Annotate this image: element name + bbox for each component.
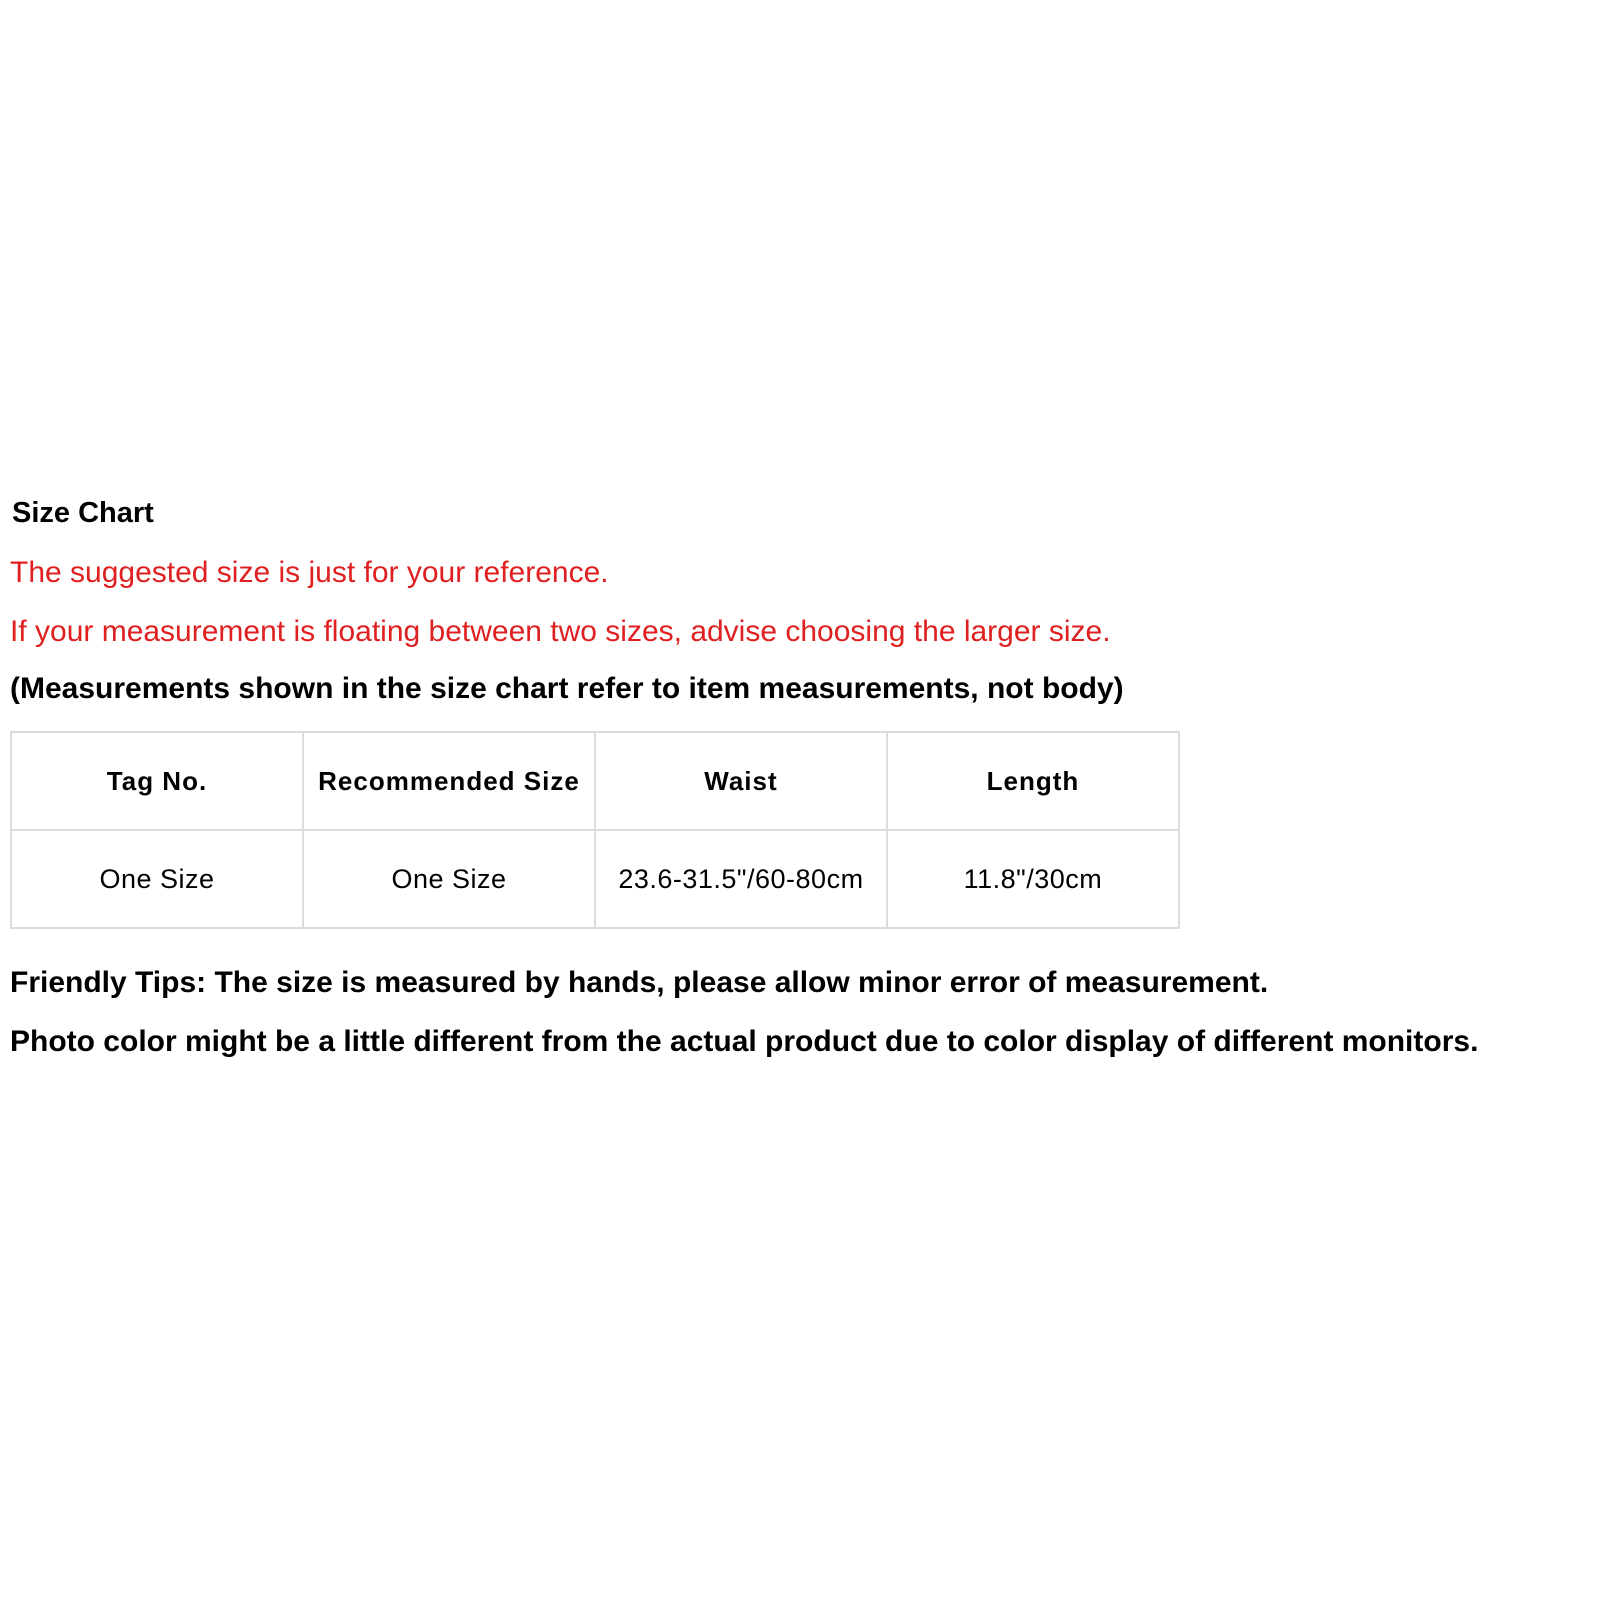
- sizing-advice-note: If your measurement is floating between two sizes, advise choosing the larger size.: [10, 615, 1111, 648]
- size-table: [10, 731, 1180, 929]
- cell-recommended-size: One Size: [303, 830, 595, 928]
- cell-waist: 23.6-31.5"/60-80cm: [595, 830, 887, 928]
- header-recommended-size: Recommended Size: [303, 732, 595, 830]
- cell-tag-no: One Size: [11, 830, 303, 928]
- table-header-row: [11, 732, 1179, 830]
- measurement-note: (Measurements shown in the size chart refer to item measurements, not body): [10, 672, 1124, 705]
- table-row: [11, 830, 1179, 928]
- cell-length: 11.8"/30cm: [887, 830, 1179, 928]
- page-title: Size Chart: [12, 497, 154, 529]
- photo-color-note: Photo color might be a little different from the actual product due to color display of different monitors.: [10, 1025, 1479, 1058]
- header-tag-no: Tag No.: [11, 732, 303, 830]
- friendly-tips: Friendly Tips: The size is measured by hands, please allow minor error of measurement.: [10, 966, 1269, 999]
- header-waist: Waist: [595, 732, 887, 830]
- header-length: Length: [887, 732, 1179, 830]
- reference-note: The suggested size is just for your reference.: [10, 556, 609, 589]
